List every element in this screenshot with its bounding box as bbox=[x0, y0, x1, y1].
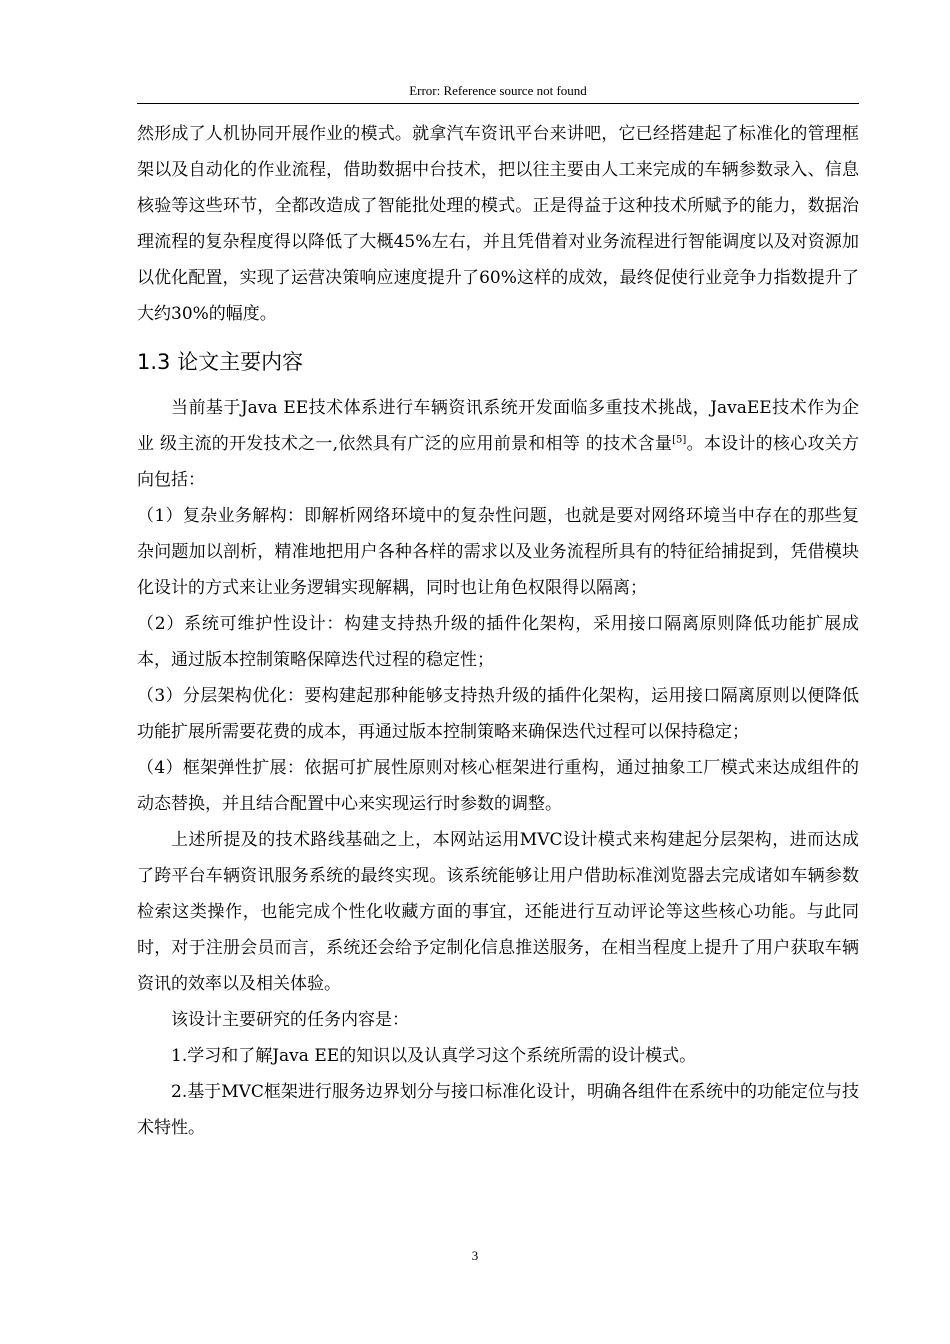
running-header: Error: Reference source not found bbox=[409, 83, 587, 98]
header-rule bbox=[137, 103, 859, 104]
task-item: 2.基于MVC框架进行服务边界划分与接口标准化设计，明确各组件在系统中的功能定位与技术特性。 bbox=[137, 1082, 859, 1138]
list-item: （4）框架弹性扩展：依据可扩展性原则对核心框架进行重构，通过抽象工厂模式来达成组件的动态替换，并且结合配置中心来实现运行时参数的调整。 bbox=[137, 758, 859, 814]
task-item: 1.学习和了解Java EE的知识以及认真学习这个系统所需的设计模式。 bbox=[171, 1046, 697, 1066]
list-item: （3）分层架构优化：要构建起那种能够支持热升级的插件化架构，运用接口隔离原则以便降低功能扩展所需要花费的成本，再通过版本控制策略来确保迭代过程可以保持稳定； bbox=[137, 686, 859, 742]
page-number: 3 bbox=[471, 1248, 479, 1263]
paragraph-intro bbox=[137, 390, 859, 498]
paragraph-intro-tail: 。本设计的核心攻关方向包括： bbox=[137, 434, 859, 490]
body-text bbox=[137, 116, 859, 1146]
paragraph-continuation: 然形成了人机协同开展作业的模式。就拿汽车资讯平台来讲吧，它已经搭建起了标准化的管理框架以及自动化的作业流程，借助数据中台技术，把以往主要由人工来完成的车辆参数录入、信息核验等这些环节，全都改造成了智能批处理的模式。正是得益于这种技术所赋予的能力，数据治理流程的复杂程度得以降低了大概45%左右，并且凭借着对业务流程进行智能调度以及对资源加以优化配置，实现了运营决策响应速度提升了60%这样的成效，最终促使行业竞争力指数提升了大约30%的幅度。 bbox=[137, 124, 859, 324]
paragraph-tasks-intro: 该设计主要研究的任务内容是： bbox=[171, 1010, 409, 1030]
paragraph-intro-main: 当前基于Java EE技术体系进行车辆资讯系统开发面临多重技术挑战，JavaEE技术作为企业 级主流的开发技术之一,依然具有广泛的应用前景和相等 的技术含量 bbox=[137, 398, 859, 454]
section-heading: 1.3 论文主要内容 bbox=[137, 350, 304, 374]
paragraph-summary: 上述所提及的技术路线基础之上，本网站运用MVC设计模式来构建起分层架构，进而达成了跨平台车辆资讯服务系统的最终实现。该系统能够让用户借助标准浏览器去完成诸如车辆参数检索这类操作，也能完成个性化收藏方面的事宜，还能进行互动评论等这些核心功能。与此同时，对于注册会员而言，系统还会给予定制化信息推送服务，在相当程度上提升了用户获取车辆资讯的效率以及相关体验。 bbox=[137, 830, 859, 994]
list-item: （2）系统可维护性设计：构建支持热升级的插件化架构，采用接口隔离原则降低功能扩展成本，通过版本控制策略保障迭代过程的稳定性； bbox=[137, 614, 859, 670]
list-item: （1）复杂业务解构：即解析网络环境中的复杂性问题，也就是要对网络环境当中存在的那些复杂问题加以剖析，精准地把用户各种各样的需求以及业务流程所具有的特征给捕捉到，凭借模块化设计的方式来让业务逻辑实现解耦，同时也让角色权限得以隔离； bbox=[137, 506, 859, 598]
citation[interactable]: [5] bbox=[672, 434, 687, 446]
